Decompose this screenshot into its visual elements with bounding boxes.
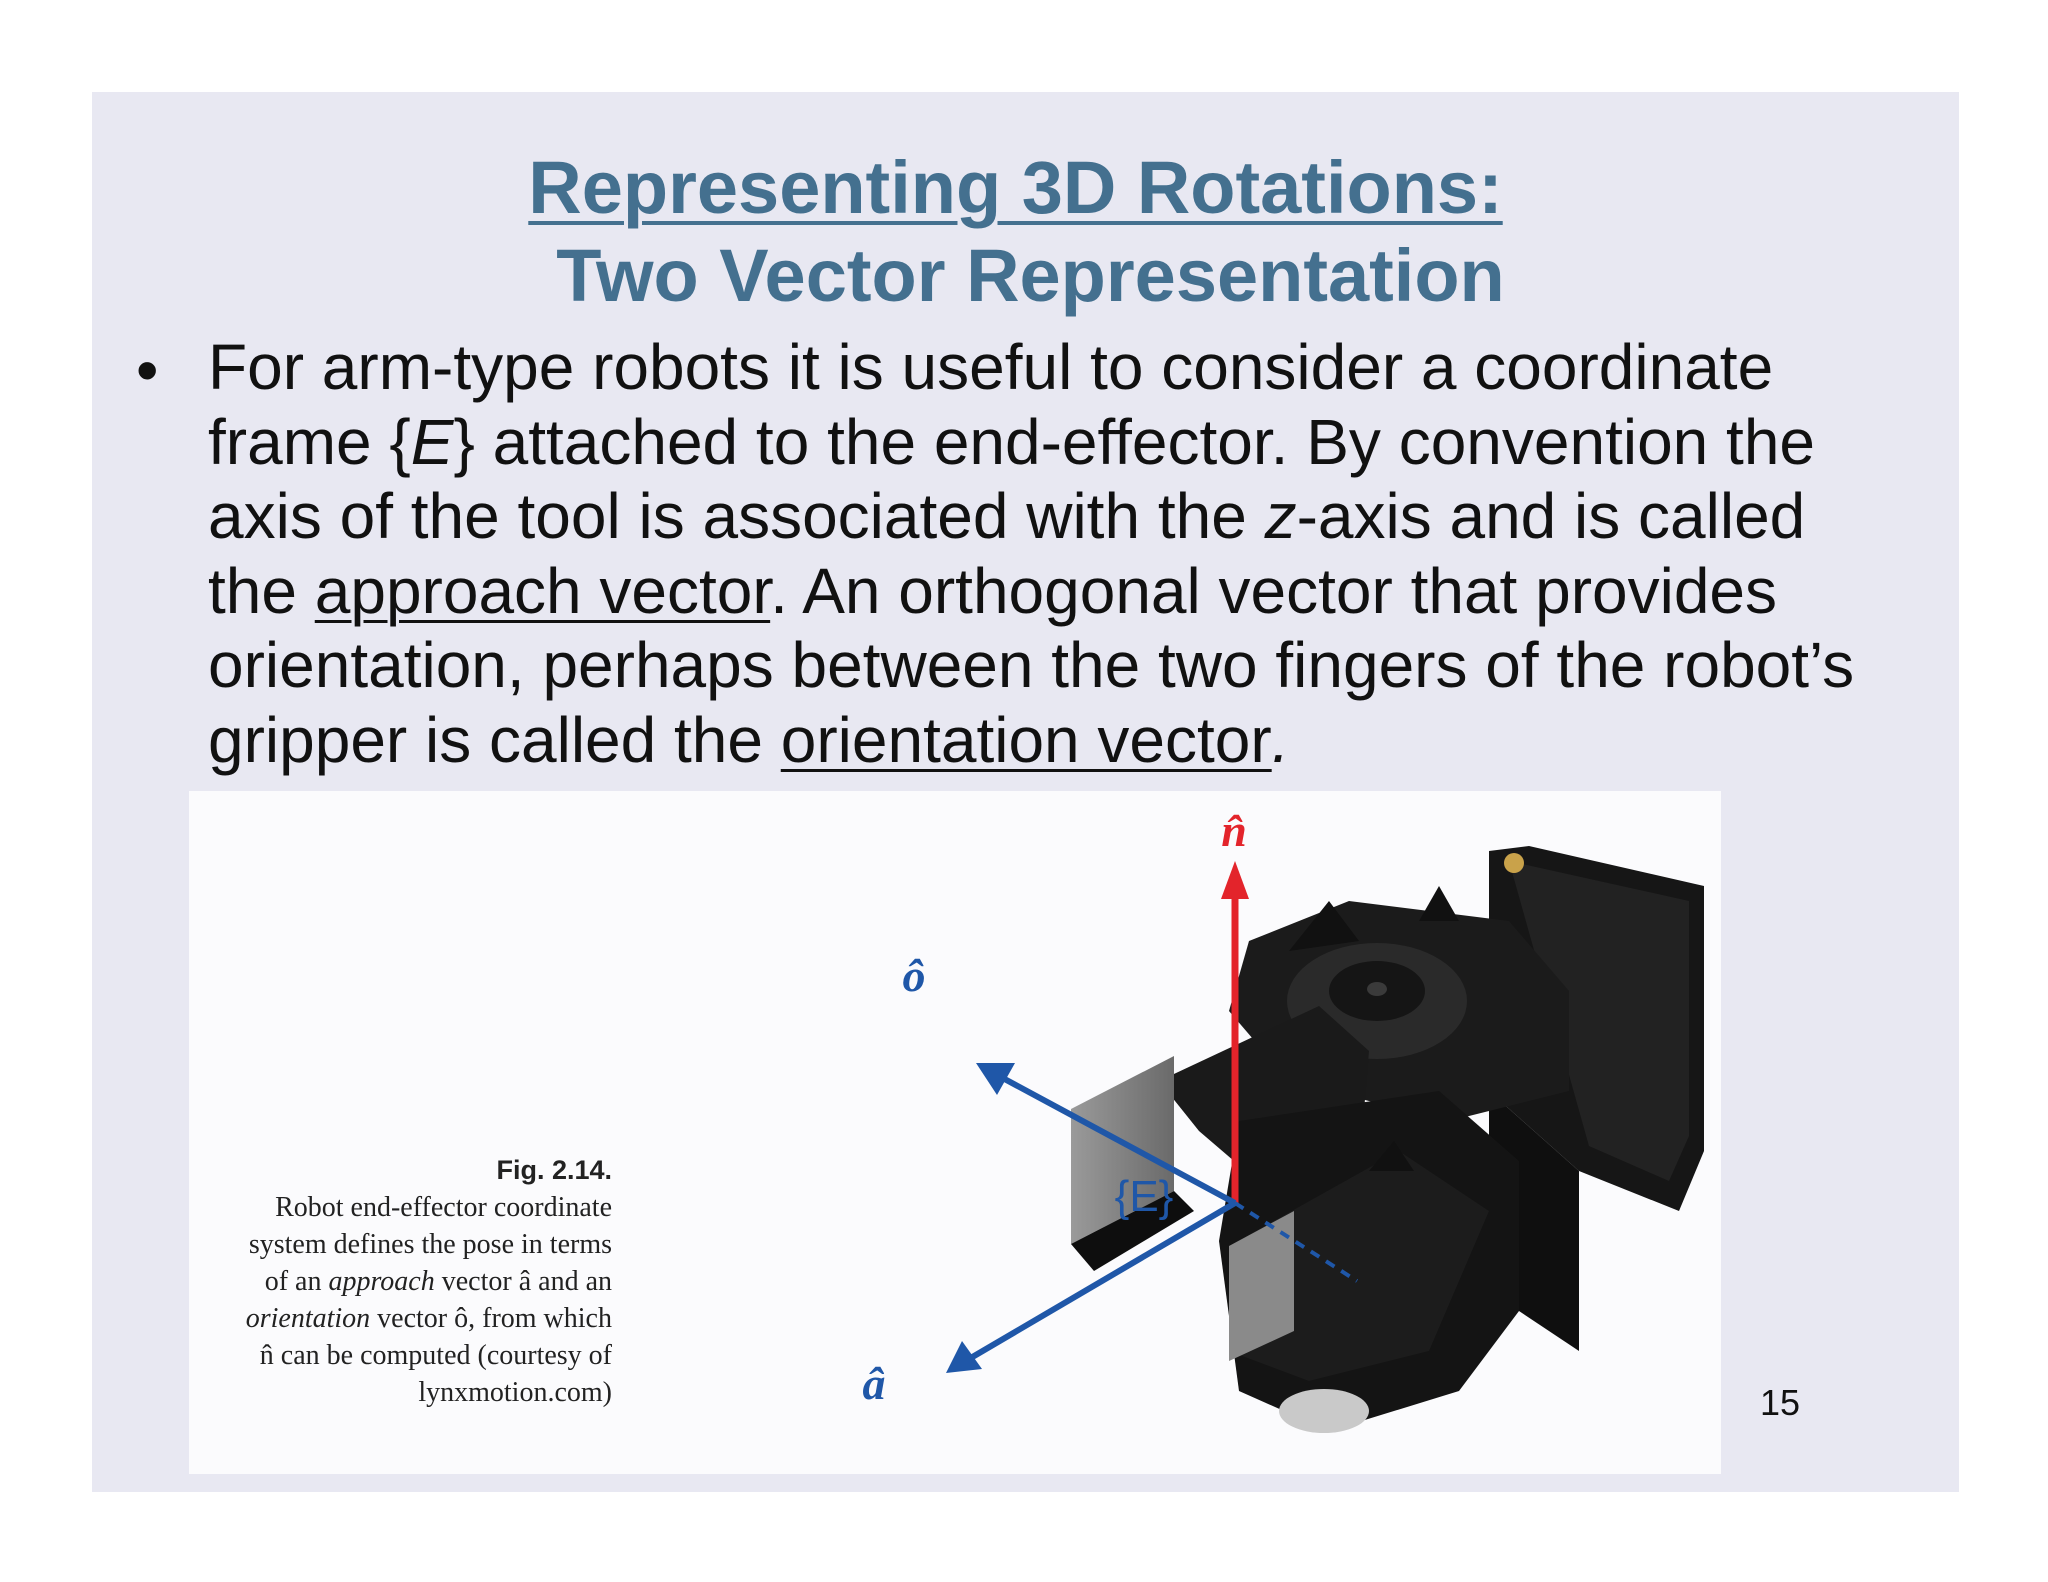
gripper-body [1071, 846, 1704, 1433]
paragraph-line: orientation, perhaps between the two fingers of the robot’s [208, 629, 1855, 701]
caption-label: Fig. 2.14. [496, 1155, 612, 1185]
caption-line: lynxmotion.com) [418, 1377, 612, 1408]
figure-image [189, 791, 1721, 1474]
caption-line: n̂ can be computed (courtesy of [259, 1340, 612, 1371]
a-vector-label: â [862, 1358, 886, 1409]
orientation-vector-term: orientation vector [780, 703, 1272, 776]
paragraph-line: frame {E} attached to the end-effector. By convention the [208, 405, 1815, 478]
caption-line: system defines the pose in terms [248, 1229, 612, 1260]
figure-caption [189, 1152, 612, 1411]
slide-title-line-2: Two Vector Representation [556, 234, 1505, 317]
slide [92, 92, 1959, 1492]
paragraph-line: axis of the tool is associated with the z-axis and is called [208, 480, 1806, 552]
caption-line: of an approach vector â and an [264, 1266, 612, 1297]
bullet-marker: • [136, 334, 159, 406]
n-vector-label: n̂ [1221, 805, 1247, 856]
frame-e-label: {E} [1114, 1172, 1174, 1221]
paragraph-line: For arm-type robots it is useful to consider a coordinate [208, 331, 1774, 403]
approach-vector-term: approach vector [314, 554, 771, 627]
paragraph-line: gripper is called the orientation vector. [208, 703, 1290, 776]
caption-line: Robot end-effector coordinate [275, 1192, 612, 1223]
slide-title-line-1: Representing 3D Rotations: [528, 146, 1503, 229]
n-arrowhead [1221, 861, 1249, 899]
paragraph-line: the approach vector. An orthogonal vector that provides [208, 554, 1777, 627]
caption-line: orientation vector ô, from which [245, 1303, 612, 1334]
bullet-paragraph [208, 330, 1928, 777]
o-vector-label: ô [902, 950, 926, 1001]
page-number: 15 [1760, 1382, 1801, 1423]
